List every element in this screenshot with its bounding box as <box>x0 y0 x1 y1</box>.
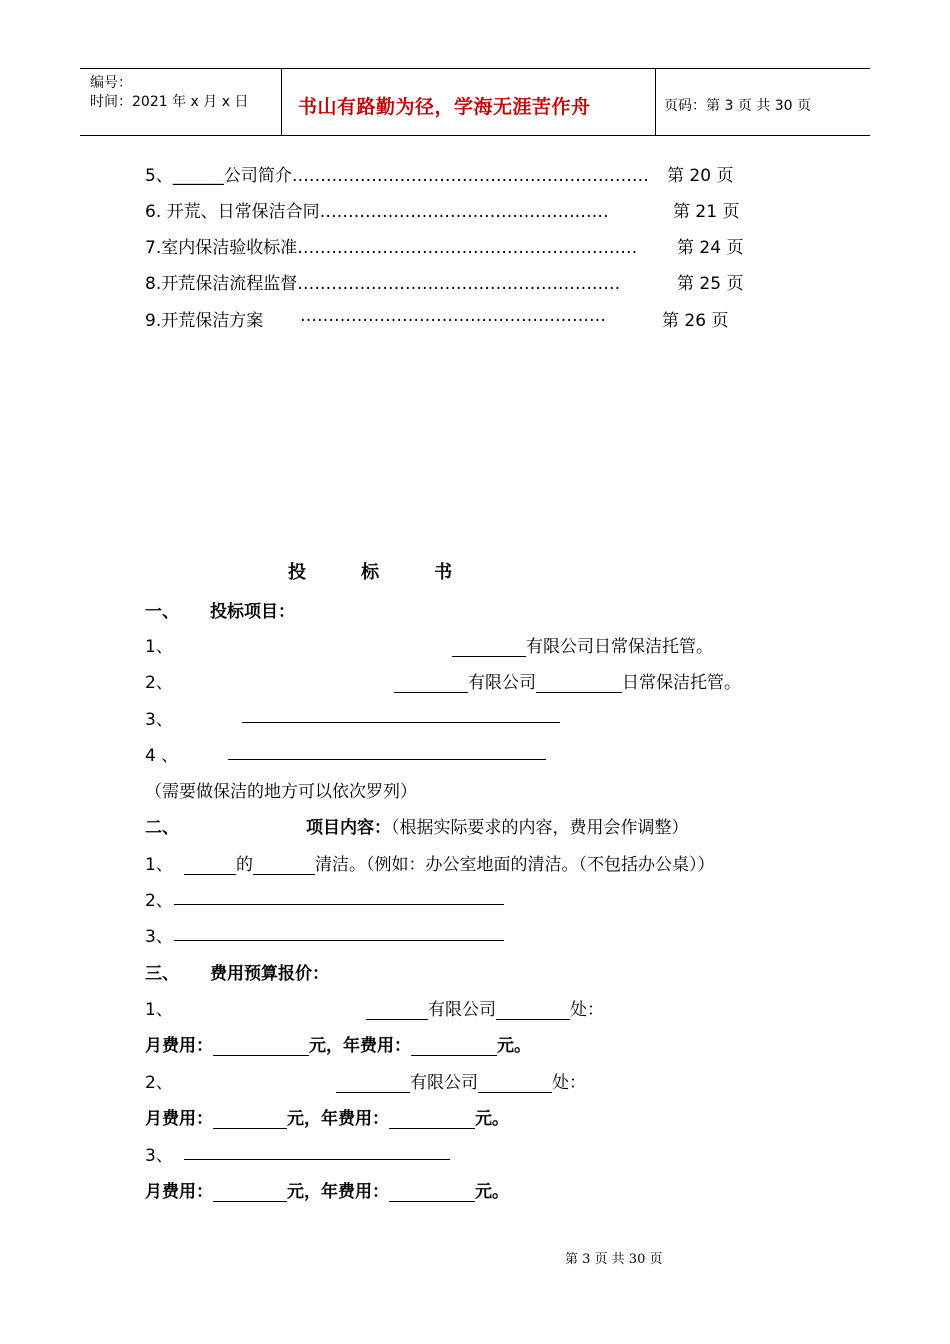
header-top-border <box>80 68 870 69</box>
fee-yearly-label: 年费用： <box>321 1182 389 1202</box>
section3-item1-text-a: 有限公司 <box>428 1000 496 1020</box>
toc-item-dots: ……………………………………………… <box>300 306 606 326</box>
section2-item1-of: 的 <box>236 855 253 875</box>
fee-monthly-label: 月费用： <box>145 1036 213 1056</box>
toc-item-dots: …………………………………………… <box>319 202 609 222</box>
blank-line[interactable] <box>536 675 622 693</box>
header-number-label: 编号： <box>90 75 132 91</box>
toc-item <box>145 161 649 186</box>
blank-line[interactable] <box>213 1111 287 1129</box>
toc-item <box>145 269 620 294</box>
toc-item-dots: ……………………………………………………… <box>291 166 649 186</box>
fee-yuan-end: 元。 <box>475 1109 509 1129</box>
section1-item2-num: 2、 <box>145 673 173 693</box>
blank-line[interactable] <box>184 1159 450 1160</box>
fee-monthly-label: 月费用： <box>145 1109 213 1129</box>
section3-item2 <box>336 1068 586 1093</box>
blank-line[interactable] <box>478 1075 552 1093</box>
fee-yuan-end: 元。 <box>475 1182 509 1202</box>
fee-line <box>145 1177 509 1202</box>
section3-item1 <box>366 995 604 1020</box>
section1-item1 <box>452 632 713 657</box>
section1-item2-text-a: 有限公司 <box>468 673 536 693</box>
section3-item2-text-a: 有限公司 <box>410 1073 478 1093</box>
section3-num: 三、 <box>145 964 179 984</box>
toc-item-label: 5、______公司简介 <box>145 166 292 186</box>
fee-yuan-comma: 元， <box>287 1182 321 1202</box>
section1-item1-text: 有限公司日常保洁托管。 <box>526 637 713 657</box>
section3-item2-text-b: 处： <box>552 1073 586 1093</box>
section1-item3-num: 3、 <box>145 710 173 730</box>
section3-item1-num: 1、 <box>145 1000 173 1020</box>
toc-item-page: 第 24 页 <box>677 238 744 258</box>
section1-item1-num: 1、 <box>145 637 173 657</box>
blank-line[interactable] <box>213 1184 287 1202</box>
blank-line[interactable] <box>389 1184 475 1202</box>
header-bottom-border <box>80 135 870 136</box>
header-page-info: 页码：第 3 页 共 30 页 <box>664 98 811 114</box>
page-footer: 第 3 页 共 30 页 <box>565 1252 663 1267</box>
blank-line[interactable] <box>228 759 546 760</box>
section3-item1-text-b: 处： <box>570 1000 604 1020</box>
section1-item2-text-b: 日常保洁托管。 <box>622 673 741 693</box>
toc-item-dots: ………………………………………………… <box>297 274 621 294</box>
header-divider-2 <box>655 68 656 135</box>
section1-num: 一、 <box>145 602 179 622</box>
header-divider-1 <box>281 68 282 135</box>
fee-yuan-end: 元。 <box>497 1036 531 1056</box>
section3-item2-num: 2、 <box>145 1073 173 1093</box>
blank-line[interactable] <box>496 1002 570 1020</box>
section2-heading-line <box>306 813 689 838</box>
section3-heading: 费用预算报价： <box>210 964 329 984</box>
section2-heading-note: （根据实际要求的内容，费用会作调整） <box>391 818 689 838</box>
section2-item3-num: 3、 <box>145 927 173 947</box>
fee-yearly-label: 年费用： <box>343 1036 411 1056</box>
section2-item1 <box>184 850 715 875</box>
section1-heading: 投标项目： <box>210 602 295 622</box>
blank-line[interactable] <box>253 857 315 875</box>
toc-item-page: 第 20 页 <box>667 166 734 186</box>
toc-item-dots: …………………………………………………… <box>297 238 638 258</box>
section2-item2-num: 2、 <box>145 891 173 911</box>
fee-line <box>145 1031 531 1056</box>
blank-line[interactable] <box>184 857 236 875</box>
blank-line[interactable] <box>389 1111 475 1129</box>
blank-line[interactable] <box>213 1038 309 1056</box>
blank-line[interactable] <box>366 1002 428 1020</box>
toc-item-label: 7.室内保洁验收标准 <box>145 238 298 258</box>
section2-item1-num: 1、 <box>145 855 173 875</box>
fee-monthly-label: 月费用： <box>145 1182 213 1202</box>
toc-item-label: 6. 开荒、日常保洁合同 <box>145 202 320 222</box>
toc-item <box>145 306 263 331</box>
header-motto: 书山有路勤为径，学海无涯苦作舟 <box>298 96 591 118</box>
blank-line[interactable] <box>336 1075 410 1093</box>
section2-heading: 项目内容： <box>306 818 391 838</box>
section1-item4-num: 4 、 <box>145 746 179 766</box>
toc-item-page: 第 25 页 <box>677 274 744 294</box>
section2-item1-text: 清洁。（例如：办公室地面的清洁。（不包括办公桌）） <box>315 855 715 875</box>
toc-item <box>145 233 637 258</box>
blank-line[interactable] <box>174 904 504 905</box>
blank-line[interactable] <box>242 722 560 723</box>
toc-item-page: 第 26 页 <box>662 311 729 331</box>
blank-line[interactable] <box>411 1038 497 1056</box>
toc-item-page: 第 21 页 <box>673 202 740 222</box>
section3-item3-num: 3、 <box>145 1146 173 1166</box>
blank-line[interactable] <box>174 940 504 941</box>
toc-item <box>145 197 609 222</box>
toc-item-label: 8.开荒保洁流程监督 <box>145 274 298 294</box>
fee-yuan-comma: 元， <box>287 1109 321 1129</box>
section1-item2 <box>394 668 741 693</box>
section1-note: （需要做保洁的地方可以依次罗列） <box>145 782 417 802</box>
fee-line <box>145 1104 509 1129</box>
fee-yearly-label: 年费用： <box>321 1109 389 1129</box>
section2-num: 二、 <box>145 818 179 838</box>
fee-yuan-comma: 元， <box>309 1036 343 1056</box>
header-time-label: 时间：2021 年 x 月 x 日 <box>90 94 249 110</box>
blank-line[interactable] <box>452 639 526 657</box>
blank-line[interactable] <box>394 675 468 693</box>
doc-title: 投 标 书 <box>288 562 459 583</box>
toc-item-label: 9.开荒保洁方案 <box>145 311 264 331</box>
